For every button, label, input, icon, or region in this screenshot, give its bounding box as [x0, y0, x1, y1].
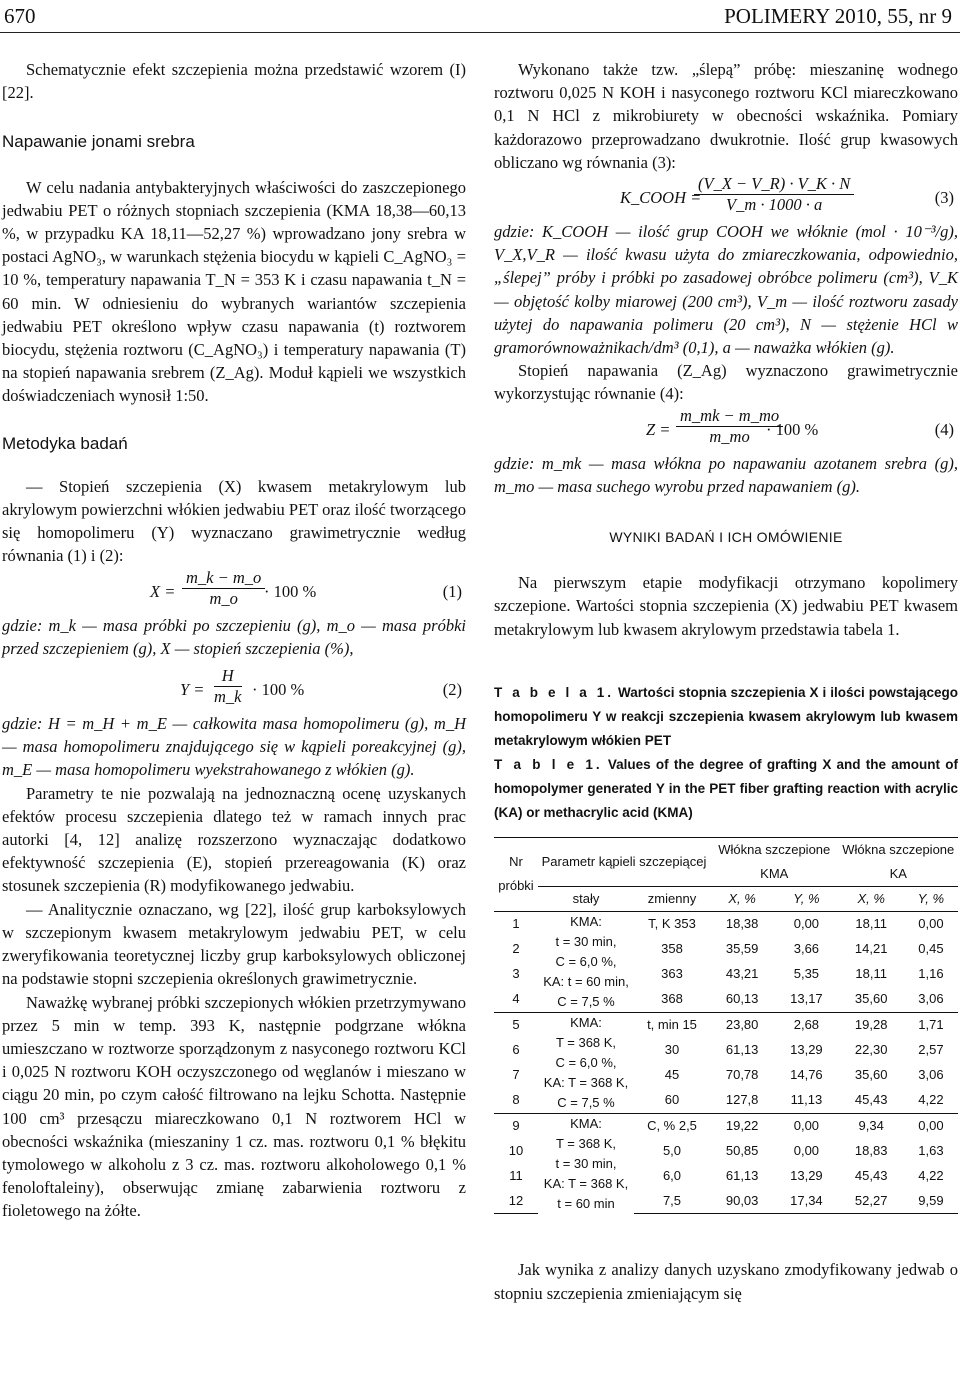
- cell-y-ka: 0,45: [918, 941, 944, 957]
- cell-y-ka: 0,00: [904, 1113, 958, 1138]
- equation-4: [494, 406, 958, 452]
- col-header-staly: stały: [538, 886, 634, 911]
- cell-x-ka: 52,27: [839, 1188, 904, 1213]
- methods-paragraph: — Stopień szczepienia (X) kwasem metakrylowym lub akrylowym powierzchni włókien jedwabiu PET oraz ilość tworzącego się homopolimeru (Y) wyznaczano grawimetrycznie według równania (1) i (2):: [2, 476, 466, 566]
- cell-y-kma: 13,29: [790, 1042, 823, 1058]
- cell-y-kma: 5,35: [793, 966, 820, 982]
- cell-constant-params: [538, 1012, 634, 1113]
- cell-y-kma: 3,66: [793, 941, 820, 957]
- cell-x-kma: 90,03: [710, 1188, 774, 1213]
- cell-variable-param: 363: [661, 966, 683, 982]
- cell-y-kma: 14,76: [790, 1067, 823, 1083]
- cell-x-kma: 60,13: [725, 991, 759, 1007]
- cell-sample-nr: 5: [494, 1012, 538, 1038]
- blank-test-paragraph: Wykonano także tzw. „ślepą” próbę: mieszaninę wodnego roztworu 0,025 N KOH i nasyconego roztworu KCl miareczkowano 0,1 N HCl z mikrobiurety w obecności wskaźnika. Pomiary każdorazowo przeprowadzano dwukrotnie. Ilość grup kwasowych obliczano wg równania (3):: [494, 60, 958, 172]
- constant-param-line: C = 6,0 %,: [555, 1054, 617, 1070]
- eq4-number: (4): [934, 419, 954, 439]
- cell-x-kma: 19,22: [710, 1113, 774, 1138]
- constant-param-line: KMA:: [570, 1014, 602, 1030]
- constant-param-line: C = 6,0 %,: [555, 953, 617, 969]
- eq1-legend: gdzie: m_k — masa próbki po szczepieniu (g), m_o — masa próbki przed szczepieniem (g), X — stopień szczepienia (%),: [2, 615, 466, 658]
- eq2-numerator: H: [214, 666, 242, 687]
- constant-param-line: T = 368 K,: [555, 1034, 617, 1050]
- col-header-y-ka: Y, %: [904, 886, 958, 911]
- cell-x-kma: 23,80: [710, 1012, 774, 1038]
- cell-variable-param: 45: [664, 1067, 680, 1083]
- eq4-denominator: m_mo: [709, 426, 750, 446]
- cell-y-kma: 13,17: [790, 991, 823, 1007]
- col-header-kma: Włókna szczepione KMA: [710, 837, 839, 886]
- cell-y-ka: 4,22: [918, 1168, 944, 1184]
- cell-x-kma: 35,59: [725, 941, 759, 957]
- cell-x-kma: 61,13: [725, 1168, 759, 1184]
- cell-sample-nr: 1: [494, 911, 538, 937]
- cell-sample-nr: 9: [494, 1113, 538, 1138]
- col-header-param: Parametr kąpieli szczepiącej: [538, 837, 710, 886]
- eq3-denominator: V_m · 1000 · a: [726, 195, 823, 215]
- cell-x-ka: 45,43: [854, 1168, 888, 1184]
- col-header-nr: Nr próbki: [494, 837, 538, 911]
- caption-en-label: T a b l e 1.: [494, 756, 603, 772]
- cell-y-kma: 11,13: [790, 1092, 823, 1108]
- cell-variable-param: 30: [664, 1042, 680, 1058]
- cell-constant-params: [538, 911, 634, 1012]
- cell-y-ka: 1,71: [904, 1012, 958, 1038]
- caption-pl-text: Wartości stopnia szczepienia X i ilości powstającego homopolimeru Y w reakcji szczepienia kwasem akrylowym lub kwasem metakrylowym włókien PET: [494, 684, 958, 748]
- table-row: [494, 911, 958, 937]
- cell-y-kma: 0,00: [774, 911, 838, 937]
- eq4-legend: gdzie: m_mk — masa włókna po napawaniu azotanem srebra (g), m_mo — masa suchego wyrobu przed napawaniem (g).: [494, 453, 958, 496]
- cell-variable-param: 358: [661, 941, 683, 957]
- cell-y-ka: 1,16: [918, 966, 944, 982]
- eq1-lhs: X =: [150, 581, 176, 601]
- cell-x-ka: 18,11: [855, 966, 887, 982]
- cell-y-ka: 0,00: [904, 911, 958, 937]
- section-heading-silver: Napawanie jonami srebra: [2, 132, 195, 152]
- eq3-numerator: (V_X − V_R) · V_K · N: [694, 174, 854, 195]
- caption-en-text: Values of the degree of grafting X and the amount of homopolymer generated Y in the PET fiber grafting reaction with acrylic (KA) or methacrylic acid (KMA): [494, 756, 958, 820]
- journal-title: POLIMERY 2010, 55, nr 9: [724, 4, 952, 28]
- cell-sample-nr: 3: [512, 966, 520, 982]
- parameters-paragraph: Parametry te nie pozwalają na jednoznaczną ocenę uzyskanych efektów procesu szczepienia dlatego też w ramach innych prac autorki [4, 12] analizę rozszerzono wyznaczając dodatkowo efektywność szczepienia (E), stopień przereagowania (K) oraz stosunek szczepienia (R) modyfikowanego jedwabiu.: [2, 783, 466, 896]
- cell-x-ka: 45,43: [854, 1092, 888, 1108]
- cell-variable-param: T, K 353: [634, 911, 710, 937]
- cell-y-kma: 0,00: [774, 1113, 838, 1138]
- cell-y-ka: 3,06: [918, 1067, 944, 1083]
- eq2-legend: gdzie: H = m_H + m_E — całkowita masa homopolimeru (g), m_H — masa homopolimeru znajdującego się w kąpieli poreakcyjnej (g), m_E — masa homopolimeru wyekstrahowanego z włókien (g).: [2, 714, 466, 780]
- right-column: [494, 58, 958, 1305]
- constant-param-line: KA: T = 368 K,: [543, 1074, 629, 1090]
- table-caption: [494, 681, 958, 825]
- eq4-numerator: m_mk − m_mo: [676, 406, 783, 427]
- cell-y-ka: 4,22: [918, 1092, 944, 1108]
- equation-2: [2, 666, 466, 712]
- eq1-fraction: [182, 568, 265, 609]
- cell-y-kma: 0,00: [793, 1143, 820, 1159]
- left-column: [2, 58, 466, 1223]
- cell-y-kma: 13,29: [790, 1168, 823, 1184]
- cell-x-kma: 61,13: [725, 1042, 759, 1058]
- cell-x-ka: 19,28: [839, 1012, 904, 1038]
- cell-sample-nr: 2: [512, 941, 520, 957]
- section-heading-results: WYNIKI BADAŃ I ICH OMÓWIENIE: [609, 529, 843, 546]
- table-caption-pl: [494, 681, 958, 753]
- cell-sample-nr: 8: [512, 1092, 520, 1108]
- eq1-multiplier: · 100 %: [264, 581, 317, 601]
- eq3-fraction: [694, 174, 854, 215]
- constant-param-line: T = 368 K,: [555, 1135, 617, 1151]
- eq2-denominator: m_k: [214, 687, 242, 707]
- cell-y-kma: 17,34: [774, 1188, 838, 1213]
- eq3-lhs: K_COOH =: [620, 188, 702, 208]
- cell-x-ka: 35,60: [854, 991, 888, 1007]
- constant-param-line: KA: t = 60 min,: [543, 973, 629, 989]
- col-header-x-kma: X, %: [710, 886, 774, 911]
- cell-sample-nr: 6: [512, 1042, 520, 1058]
- table-row: [494, 1113, 958, 1138]
- table-row: [494, 1012, 958, 1038]
- cell-y-ka: 2,57: [918, 1042, 944, 1058]
- cell-x-ka: 18,83: [854, 1143, 888, 1159]
- eq2-fraction: [214, 666, 242, 707]
- cell-x-ka: 9,34: [839, 1113, 904, 1138]
- cell-variable-param: 5,0: [662, 1143, 682, 1159]
- eq3-legend: gdzie: K_COOH — ilość grup COOH we włóknie (mol · 10⁻³/g), V_X,V_R — ilość kwasu użyta do zmiareczkowania, odpowiednio, „ślepej” próby i próbki po zasadowej obróbce polimeru (cm³), V_K — objętość kolby miarowej (200 cm³), V_m — ilość roztworu zasady użytej do napawania polimeru (20 cm³), N — stężenie HCl w gramorównoważnikach/dm³ (0,1), a — naważka włókien (g).: [494, 222, 958, 358]
- cell-variable-param: 7,5: [634, 1188, 710, 1213]
- col-header-ka: Włókna szczepione KA: [839, 837, 958, 886]
- equation-3: [494, 174, 958, 220]
- table-caption-en: [494, 753, 958, 825]
- cell-y-ka: 9,59: [904, 1188, 958, 1213]
- page-header: [0, 0, 960, 33]
- cell-variable-param: t, min 15: [634, 1012, 710, 1038]
- col-header-zmienny: zmienny: [634, 886, 710, 911]
- cell-y-kma: 2,68: [774, 1012, 838, 1038]
- silver-degree-paragraph: Stopień napawania (Z_Ag) wyznaczono grawimetrycznie wykorzystując równanie (4):: [494, 361, 958, 404]
- cell-x-ka: 35,60: [854, 1067, 888, 1083]
- constant-param-line: t = 30 min,: [555, 1155, 617, 1171]
- cell-variable-param: 6,0: [662, 1168, 682, 1184]
- col-header-y-kma: Y, %: [774, 886, 838, 911]
- results-paragraph: Na pierwszym etapie modyfikacji otrzymano kopolimery szczepione. Wartości stopnia szczepienia (X) jedwabiu PET kwasem metakrylowym lub kwasem akrylowym przedstawia tabela 1.: [494, 573, 958, 639]
- procedure-paragraph: Naważkę wybranej próbki szczepionych włókien przetrzymywano przez 5 min w temp. 393 K, następnie podgrzane włókna umieszczano w roztworze sporządzonym z nasyconego roztworu KCl i 0,025 N roztworu KOH oczyszczonego od węglanów i mieszano w ciągu 20 min, po czym całość filtrowano na lejku Schotta. Następnie 100 cm³ przesączu miareczkowano 0,1 N roztworem HCl w obecności wskaźnika (mieszaniny 1 cz. mas. roztworu 0,1 % błękitu tymolowego w alkoholu z 3 cz. mas. roztworu alkoholowego 0,1 % fenoloftaleiny), obserwując zmianę zabarwienia roztworu z fioletowego na żółte.: [2, 992, 466, 1221]
- constant-param-line: C = 7,5 %: [557, 1094, 615, 1110]
- col-header-x-ka: X, %: [839, 886, 904, 911]
- cell-sample-nr: 12: [494, 1188, 538, 1213]
- analytic-paragraph: — Analitycznie oznaczano, wg [22], ilość grup karboksylowych w szczepionym kwasem metakrylowym jedwabiu PET, w celu zweryfikowania teoretycznej liczby grup karboksylowych obliczonej na podstawie stopni szczepienia określonych grawimetrycznie.: [2, 899, 466, 989]
- cell-x-kma: 50,85: [725, 1143, 759, 1159]
- caption-pl-label: T a b e l a 1.: [494, 684, 614, 700]
- constant-param-line: t = 30 min,: [555, 933, 617, 949]
- cell-variable-param: 60: [664, 1092, 680, 1108]
- cell-x-ka: 14,21: [854, 941, 888, 957]
- equation-1: [2, 568, 466, 614]
- cell-constant-params: [538, 1113, 634, 1214]
- data-table: [494, 837, 958, 1215]
- table-body: [494, 911, 958, 1214]
- cell-variable-param: C, % 2,5: [634, 1113, 710, 1138]
- cell-sample-nr: 7: [512, 1067, 520, 1083]
- cell-y-ka: 3,06: [918, 991, 944, 1007]
- eq3-number: (3): [934, 188, 954, 208]
- cell-y-ka: 1,63: [918, 1143, 944, 1159]
- eq2-multiplier: · 100 %: [252, 680, 305, 700]
- eq1-numerator: m_k − m_o: [182, 568, 265, 589]
- intro-paragraph: Schematycznie efekt szczepienia można przedstawić wzorem (I) [22].: [2, 60, 466, 103]
- cell-sample-nr: 11: [509, 1168, 523, 1184]
- eq2-number: (2): [442, 680, 462, 700]
- eq4-multiplier: · 100 %: [766, 419, 819, 439]
- cell-x-kma: 127,8: [725, 1092, 759, 1108]
- eq1-denominator: m_o: [209, 588, 238, 608]
- cell-x-kma: 43,21: [725, 966, 759, 982]
- cell-sample-nr: 4: [512, 991, 520, 1007]
- cell-sample-nr: 10: [508, 1143, 524, 1159]
- cell-variable-param: 368: [661, 991, 683, 1007]
- cell-x-kma: 70,78: [725, 1067, 759, 1083]
- constant-param-line: KA: T = 368 K,: [543, 1175, 629, 1191]
- constant-param-line: KMA:: [570, 913, 602, 929]
- constant-param-line: C = 7,5 %: [557, 993, 615, 1009]
- page-number: 670: [4, 4, 36, 28]
- cell-x-ka: 22,30: [854, 1042, 888, 1058]
- analysis-paragraph: Jak wynika z analizy danych uzyskano zmodyfikowany jedwab o stopniu szczepienia zmieniającym się: [494, 1260, 958, 1303]
- cell-x-ka: 18,11: [839, 911, 904, 937]
- constant-param-line: t = 60 min: [557, 1195, 615, 1211]
- silver-paragraph: W celu nadania antybakteryjnych właściwości do zaszczepionego jedwabiu PET o różnych stopniach szczepienia (KMA 18,38—60,13 %, w przypadku KA 18,11—52,27 %) wprowadzano jony srebra w postaci AgNO₃, w warunkach stężenia biocydu w kąpieli C_AgNO₃ = 10 %, temperatury napawania T_N = 353 K i czasu napawania t_N = 60 min. W odniesieniu do wybranych wariantów szczepienia jedwabiu PET określono wpływ czasu napawania (t) roztworem biocydu, stężenia roztworu (C_AgNO₃) i temperatury napawania (T) na stopień napawania srebrem (Z_Ag). Moduł kąpieli we wszystkich doświadczeniach wynosił 1:50.: [2, 177, 466, 406]
- eq4-lhs: Z =: [646, 419, 671, 439]
- cell-x-kma: 18,38: [710, 911, 774, 937]
- section-heading-methods: Metodyka badań: [2, 433, 128, 453]
- eq2-lhs: Y =: [180, 680, 205, 700]
- eq1-number: (1): [442, 581, 462, 601]
- constant-param-line: KMA:: [570, 1115, 602, 1131]
